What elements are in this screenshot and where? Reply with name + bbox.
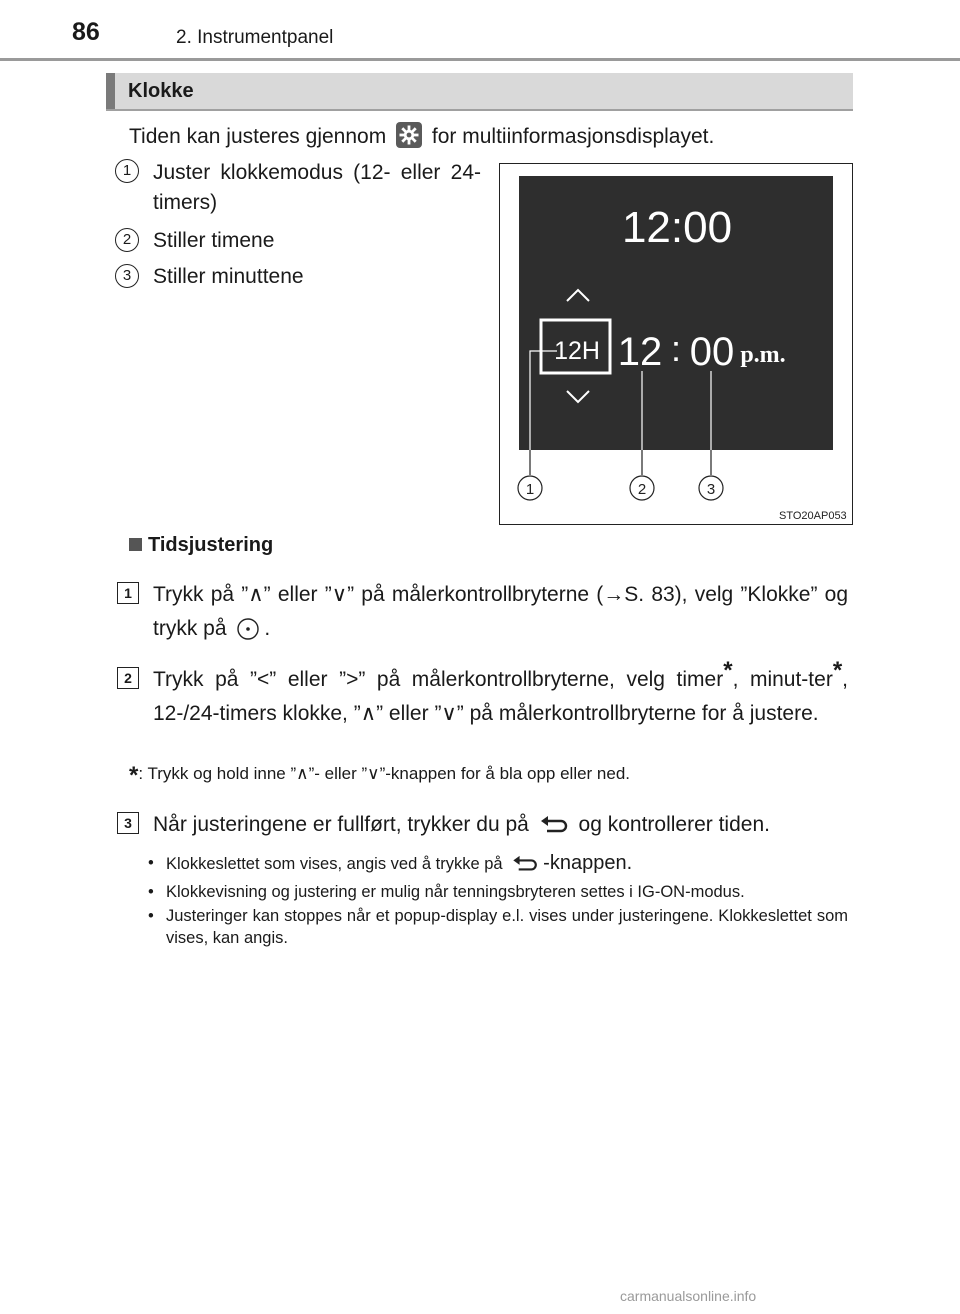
figure-callout-1: 1: [525, 481, 535, 498]
back-icon-small: [511, 855, 539, 879]
page-number: 86: [72, 18, 100, 46]
header-rule: [0, 58, 960, 61]
mode-box-label: 12H: [554, 337, 600, 365]
footnote: [129, 762, 630, 790]
step-1-text-b: .: [264, 617, 271, 640]
minute-value: 00: [689, 330, 735, 374]
callout-number-3: 3: [115, 264, 139, 288]
chevron-up-icon: [567, 290, 589, 301]
note-item-2: • Klokkevisning og justering er mulig når tenningsbryteren settes i IG-ON-modus.: [148, 881, 848, 903]
back-icon: [539, 812, 569, 846]
step-2-text-c: , 12-/24-timers klokke, ”∧” eller ”∨” på målerkontrollbryterne for å justere.: [153, 668, 848, 725]
section-title: Klokke: [128, 80, 194, 102]
callout-text-1: Juster klokkemodus (12- eller 24-timers): [153, 161, 481, 214]
step-2-text-a: Trykk på ”<” eller ”>” på målerkontrollbryterne, velg timer: [153, 668, 724, 691]
note-item-1: [148, 852, 848, 879]
subheading-square-icon: [129, 538, 142, 551]
intro-after: for multiinformasjonsdisplayet.: [431, 125, 715, 148]
footnote-star: *: [129, 762, 139, 789]
note-1-text-b: -knappen.: [543, 852, 633, 874]
ampm-label: p.m.: [740, 342, 786, 368]
callout-text-2: Stiller timene: [153, 229, 275, 252]
figure-callout-3: 3: [706, 481, 716, 498]
callout-number-2: 2: [115, 228, 139, 252]
step-2-star-1: *: [723, 657, 733, 684]
subheading: [129, 534, 273, 557]
step-text-2: [153, 657, 848, 731]
chapter-title: 2. Instrumentpanel: [176, 27, 334, 48]
figure-callout-2: 2: [637, 481, 647, 498]
step-number-2: 2: [117, 667, 139, 689]
step-1-text-a: Trykk på ”∧” eller ”∨” på målerkontrollbryterne (→S. 83), velg ”Klokke” og trykk på: [153, 583, 848, 640]
intro-text: [129, 122, 714, 149]
clock-figure-drawing: [499, 163, 851, 523]
intro-before: Tiden kan justeres gjennom: [129, 125, 387, 148]
callout-line-1: [530, 351, 557, 473]
note-1-text-a: Klokkeslettet som vises, angis ved å trykke på: [166, 855, 503, 873]
step-number-1: 1: [117, 582, 139, 604]
step-number-3: 3: [117, 812, 139, 834]
step-text-3: [153, 808, 848, 846]
step-3-text-b: og kontrollerer tiden.: [578, 813, 770, 836]
gear-icon: [396, 122, 422, 148]
step-2-star-2: *: [832, 657, 843, 684]
chevron-down-icon: [567, 391, 589, 402]
watermark: carmanualsonline.info: [620, 1288, 757, 1304]
callout-number-1: 1: [115, 159, 139, 183]
callout-text-1a: [153, 158, 481, 218]
section-bar: [106, 73, 853, 111]
callout-text-3: Stiller minuttene: [153, 265, 304, 288]
subheading-text: Tidsjustering: [148, 534, 274, 556]
footnote-text: : Trykk og hold inne ”∧”- eller ”∨”-knappen for å bla opp eller ned.: [138, 764, 631, 783]
step-3-text-a: Når justeringene er fullført, trykker du på: [153, 813, 529, 836]
top-time: 12:00: [621, 203, 733, 252]
step-text-1: [153, 578, 848, 652]
ok-button-icon: [236, 617, 260, 652]
note-item-3: • Justeringer kan stoppes når et popup-display e.l. vises under justeringene. Klokkeslettet som vises, kan angis.: [148, 905, 848, 949]
step-2-text-b: , minut-ter: [732, 668, 833, 691]
time-colon: :: [670, 328, 682, 369]
figure-code: STO20AP053: [779, 510, 847, 522]
hour-value: 12: [617, 330, 663, 374]
notes-list: [148, 852, 848, 951]
section-bar-accent: [106, 73, 115, 109]
